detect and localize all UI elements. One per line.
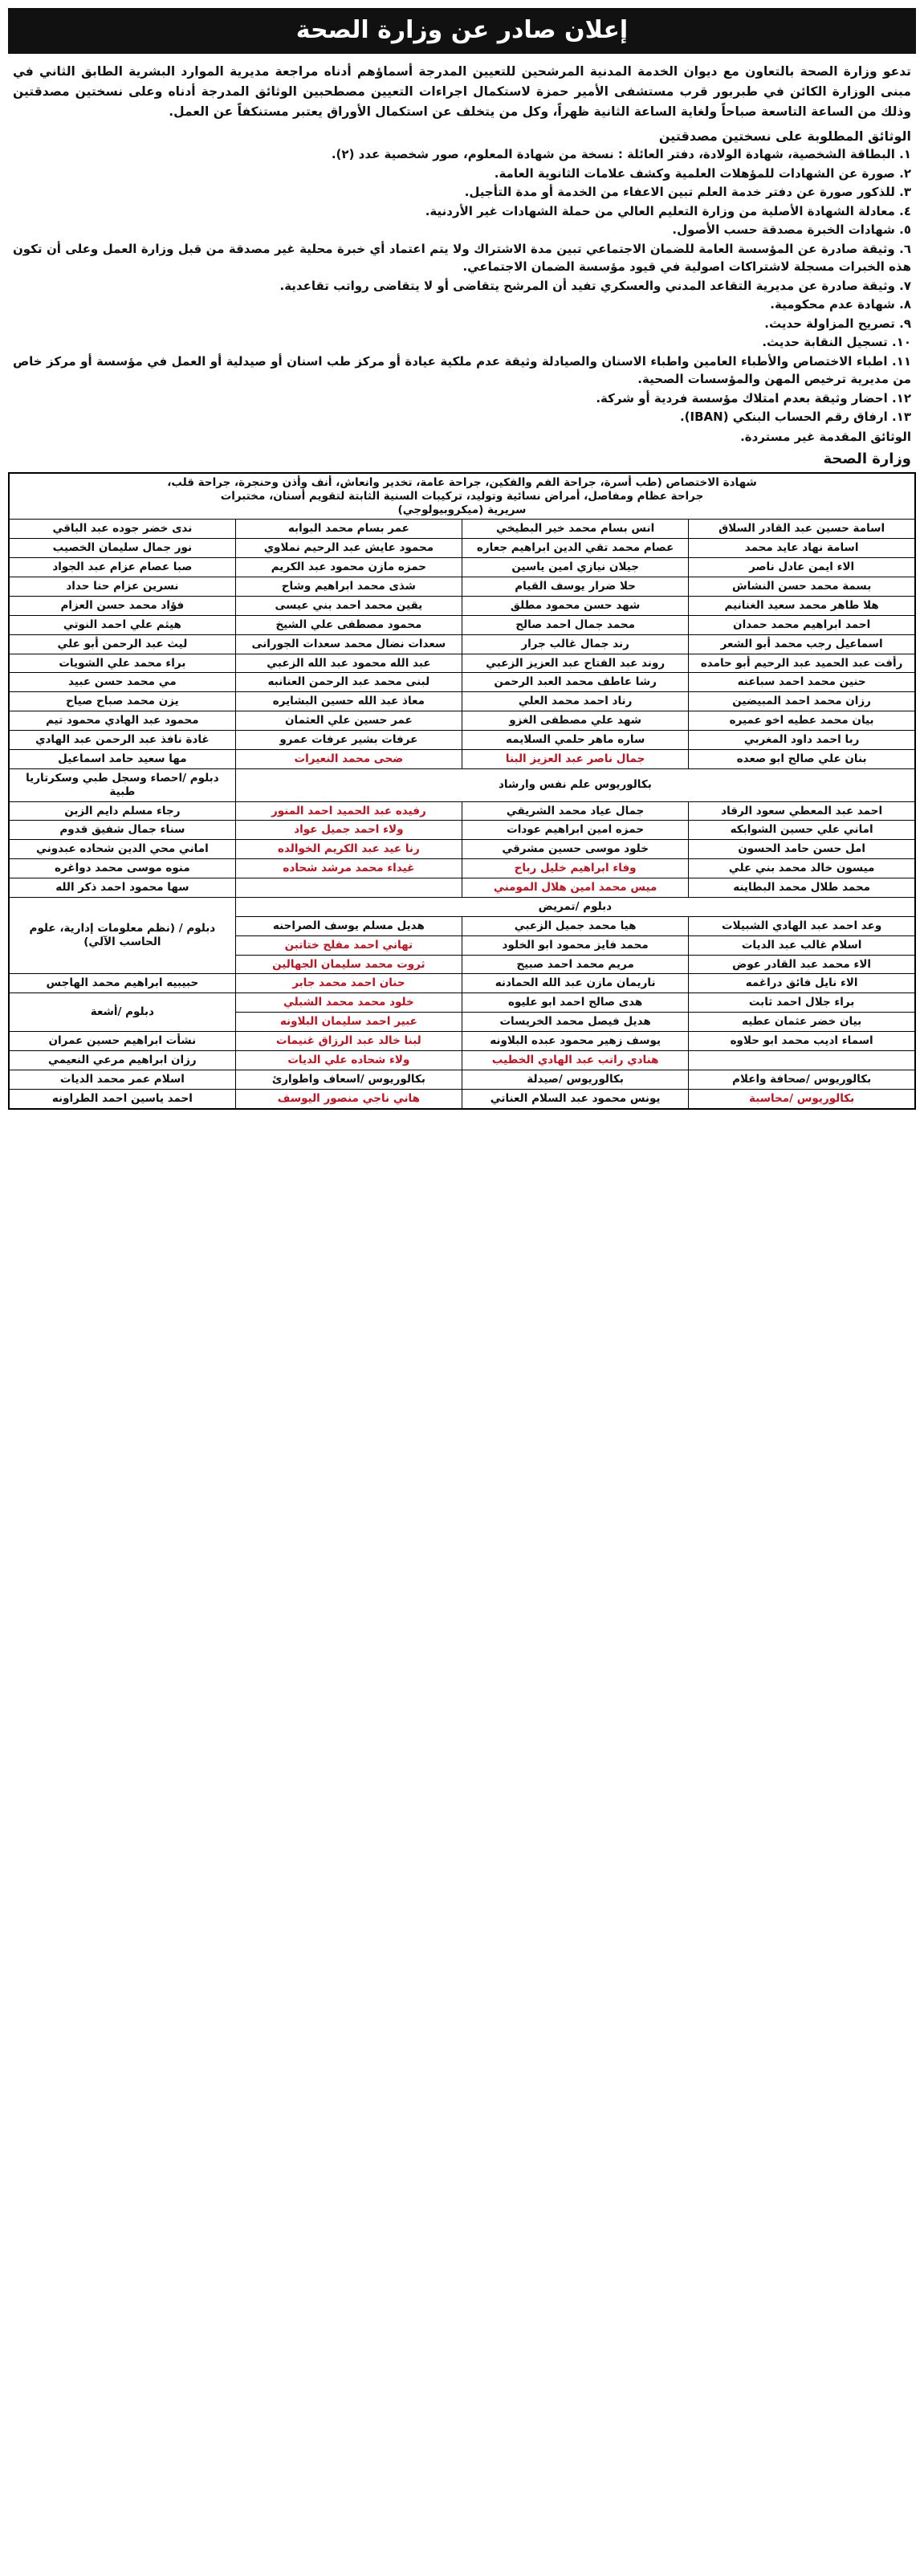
- cell-name: عمر بسام محمد البوابه: [235, 520, 462, 539]
- cell-name: بيان محمد عطيه اخو عميره: [689, 711, 915, 731]
- document-item: ١١. اطباء الاختصاص والأطباء العامين واطباء الاسنان والصيادلة وثيقة عدم ملكية عيادة أو مركز طب اسنان أو صيدلية أو العمل في مؤسسة أو مركز خاص من مديرية ترخيص المهن والمؤسسات الصحية.: [13, 353, 911, 387]
- cell-name: مي محمد حسن عبيد: [9, 673, 235, 692]
- table-row: [9, 821, 915, 840]
- table-row: [9, 801, 915, 821]
- cell-name: هنادي راتب عبد الهادي الخطيب: [462, 1050, 689, 1070]
- table-row: [9, 692, 915, 711]
- section-diploma-nursing: دبلوم /تمريض: [235, 897, 915, 916]
- table-row: [9, 731, 915, 750]
- document-item: ١٣. ارفاق رقم الحساب البنكي (IBAN).: [679, 410, 911, 425]
- table-row-spec-header: [9, 473, 915, 520]
- cell-name: لبنى محمد عبد الرحمن العنانبه: [235, 673, 462, 692]
- specialization-header: [9, 473, 915, 520]
- document-item: ٥. شهادات الخبرة مصدقة حسب الأصول.: [672, 222, 911, 238]
- table-row: [9, 1050, 915, 1070]
- cell-name: عبير احمد سليمان البلاونه: [235, 1013, 462, 1032]
- table-row: [9, 558, 915, 577]
- table-row: [9, 673, 915, 692]
- cell-name: نسرين عزام حنا حداد: [9, 577, 235, 597]
- cell-name: خلود موسى حسين مشرقي: [462, 840, 689, 859]
- cell-name: انس بسام محمد خير البطيخي: [462, 520, 689, 539]
- cell-name: احمد عبد المعطي سعود الرقاد: [689, 801, 915, 821]
- cell-name: سعدات نضال محمد سعدات الجورانى: [235, 634, 462, 654]
- cell-name: معاذ عبد الله حسين البشايره: [235, 692, 462, 711]
- section-diploma-xray: دبلوم /أشعة: [9, 993, 235, 1032]
- document-item: ٢. صورة عن الشهادات للمؤهلات العلمية وكشف علامات الثانوية العامة.: [494, 165, 911, 181]
- cell-name: تهاني احمد مفلح ختاتبن: [235, 935, 462, 955]
- spec-line-2: جراحة عظام ومفاصل، أمراض نسائية وتوليد، تركيبات السنية الثابتة لتقويم أسنان، مختبرات: [220, 489, 704, 503]
- cell-name: ضحى محمد النعيرات: [235, 749, 462, 768]
- cell-name: ولاء احمد جميل عواد: [235, 821, 462, 840]
- cell-name: هديل فيصل محمد الخريسات: [462, 1013, 689, 1032]
- document-item: ١٢. احضار وثيقة بعدم امتلاك مؤسسة فردية أو شركة.: [596, 390, 911, 406]
- cell-name: يونس محمود عبد السلام العناتي: [462, 1089, 689, 1108]
- cell-name: اسلام عمر محمد الديات: [9, 1070, 235, 1089]
- cell-name: احمد ياسين احمد الطراونه: [9, 1089, 235, 1108]
- cell-name: هديل مسلم يوسف الصراحنه: [235, 916, 462, 935]
- cell-name: الاء نايل فائق دراغمه: [689, 974, 915, 993]
- cell-name: ليث عبد الرحمن أبو علي: [9, 634, 235, 654]
- cell-name: وعد احمد عبد الهادي الشبيلات: [689, 916, 915, 935]
- page-title: إعلان صادر عن وزارة الصحة: [295, 16, 629, 44]
- cell-name: براء جلال احمد ثابت: [689, 993, 915, 1013]
- cell-name: عمر حسين علي العثمان: [235, 711, 462, 731]
- cell-name: [689, 1050, 915, 1070]
- cell-name: نشأت ابراهيم حسين عمران: [9, 1032, 235, 1051]
- table-row-section: [9, 1089, 915, 1108]
- document-item: ٤. معادلة الشهادة الأصلية من وزارة التعليم العالي من حملة الشهادات غير الأردنية.: [425, 203, 911, 218]
- document-item: ١٠. تسجيل النقابة حديث.: [762, 335, 911, 350]
- cell-name: رجاء مسلم دايم الزبن: [9, 801, 235, 821]
- section-diploma-admin: دبلوم / (نظم معلومات إدارية، علوم الحاسب الآلي): [9, 897, 235, 974]
- section-bachelor-accounting: بكالوريوس /محاسبة: [689, 1089, 915, 1108]
- cell-name: ناريمان مازن عبد الله الحمادنه: [462, 974, 689, 993]
- intro-paragraph: [8, 62, 916, 125]
- cell-name: محمد طلال محمد البطاينه: [689, 878, 915, 898]
- cell-name: حمزه امين ابراهيم عودات: [462, 821, 689, 840]
- cell-name: ميسون خالد محمد بني علي: [689, 859, 915, 878]
- document-item: ٧. وثيقة صادرة عن مديرية التقاعد المدني والعسكري تفيد أن المرشح يتقاضى أو لا يتقاضى رواتب تقاعدية.: [279, 278, 911, 293]
- cell-name: خلود محمد محمد الشبلي: [235, 993, 462, 1013]
- cell-name: محمود عبد الهادي محمود تيم: [9, 711, 235, 731]
- cell-name: اسماء اديب محمد ابو حلاوه: [689, 1032, 915, 1051]
- table-row: [9, 1032, 915, 1051]
- cell-name: اسماعيل رجب محمد أبو الشعر: [689, 634, 915, 654]
- cell-name: اسلام غالب عبد الديات: [689, 935, 915, 955]
- cell-name: رأفت عبد الحميد عبد الرحيم أبو حامده: [689, 654, 915, 673]
- table-row: [9, 615, 915, 634]
- cell-name: رفيده عبد الحميد احمد المنور: [235, 801, 462, 821]
- spec-line-1: شهادة الاختصاص (طب أسرة، جراحة الفم والفكين، جراحة عامة، تخدير وانعاش، أنف وأذن وحنجرة، جراحة قلب،: [167, 475, 757, 489]
- table-row-section: [9, 768, 915, 801]
- table-row: [9, 577, 915, 597]
- table-row: [9, 711, 915, 731]
- cell-name: جمال عياد محمد الشريقي: [462, 801, 689, 821]
- cell-name: صبا عصام عزام عبد الجواد: [9, 558, 235, 577]
- table-row: [9, 993, 915, 1013]
- cell-name: مها سعيد حامد اسماعيل: [9, 749, 235, 768]
- cell-name: براء محمد علي الشويات: [9, 654, 235, 673]
- documents-heading: الوثائق المطلوبة على نسختين مصدقتين: [658, 128, 911, 145]
- cell-name: حنان احمد محمد جابر: [235, 974, 462, 993]
- cell-name: بنان علي صالح ابو صعده: [689, 749, 915, 768]
- cell-name: شهد حسن محمود مطلق: [462, 596, 689, 615]
- cell-name: بيان خضر عثمان عطيه: [689, 1013, 915, 1032]
- cell-name: روند عبد الفتاح عبد العزيز الزعبي: [462, 654, 689, 673]
- section-bachelor-nursing: بكالوريوس علم نفس وارشاد: [235, 768, 915, 801]
- cell-name: هاني ناجي منصور اليوسف: [235, 1089, 462, 1108]
- cell-name: رند جمال غالب جرار: [462, 634, 689, 654]
- section-bachelor-media: بكالوريوس /صحافة واعلام: [689, 1070, 915, 1089]
- cell-name: غيداء محمد مرشد شحاده: [235, 859, 462, 878]
- cell-name: اماني علي حسين الشوابكه: [689, 821, 915, 840]
- table-row: [9, 654, 915, 673]
- intro-text: تدعو وزارة الصحة بالتعاون مع ديوان الخدمة المدنية المرشحين للتعيين المدرجة أسماؤهم أدناه مراجعة مديرية الموارد البشرية الطابق الثاني في مبنى الوزارة الكائن في طبربور قرب مستشفى الأمير حمزة لاستكمال اجراءات التعيين مصطحبين الوثائق المدرجة أدناه وعلى نسختين مصدقتين وذلك من الساعة التاسعة صباحاً ولغاية الساعة الثانية ظهراً، وكل من يتخلف عن استكمال الأوراق يعتبر مستنكفاً عن العمل.: [13, 64, 911, 120]
- cell-name: بكالوريوس /صيدلة: [462, 1070, 689, 1089]
- cell-name: اماني محي الدين شحاده عبدوني: [9, 840, 235, 859]
- document-item: ٣. للذكور صورة عن دفتر خدمة العلم تبين الاعفاء من الخدمة أو مدة التأجيل.: [464, 185, 911, 200]
- cell-name: اسامة نهاد عايد محمد: [689, 539, 915, 558]
- table-row: [9, 749, 915, 768]
- spec-line-3: سريرية (ميكروبيولوجي): [397, 503, 527, 516]
- cell-name: عرفات بشير عرفات عمرو: [235, 731, 462, 750]
- cell-name: بسمة محمد حسن النشاش: [689, 577, 915, 597]
- cell-name: رشا عاطف محمد العبد الرحمن: [462, 673, 689, 692]
- table-row: [9, 859, 915, 878]
- cell-name: يزن محمد صباح صياح: [9, 692, 235, 711]
- cell-name: ربا احمد داود المغربي: [689, 731, 915, 750]
- cell-name: فؤاد محمد حسن العزام: [9, 596, 235, 615]
- cell-name: يوسف زهير محمود عبده البلاونه: [462, 1032, 689, 1051]
- cell-name: هدى صالح احمد ابو عليوه: [462, 993, 689, 1013]
- cell-name: هيثم علي احمد النوتي: [9, 615, 235, 634]
- cell-name: حلا ضرار يوسف القيام: [462, 577, 689, 597]
- page-title-bar: [8, 8, 916, 54]
- cell-name: جيلان نيازي امين ياسين: [462, 558, 689, 577]
- cell-name: سها محمود احمد ذكر الله: [9, 878, 235, 898]
- section-diploma-secretary: دبلوم /احصاء وسجل طبي وسكرتاريا طبية: [9, 768, 235, 801]
- table-row: [9, 840, 915, 859]
- cell-name: منوه موسى محمد دواغره: [9, 859, 235, 878]
- candidates-table: [8, 472, 916, 1110]
- cell-name: رنا عيد عبد الكريم الخوالده: [235, 840, 462, 859]
- cell-empty: [235, 878, 462, 898]
- cell-name: احمد ابراهيم محمد حمدان: [689, 615, 915, 634]
- table-row-section: [9, 1070, 915, 1089]
- table-row-section: [9, 897, 915, 916]
- cell-name: رزان محمد احمد المبيضين: [689, 692, 915, 711]
- cell-name: غادة نافذ عبد الرحمن عبد الهادي: [9, 731, 235, 750]
- cell-name: سناء جمال شفيق قدوم: [9, 821, 235, 840]
- cell-name: مريم محمد احمد صبيح: [462, 955, 689, 974]
- table-row: [9, 878, 915, 898]
- cell-name: رناد احمد محمد العلي: [462, 692, 689, 711]
- cell-name: محمود مصطفى علي الشيخ: [235, 615, 462, 634]
- cell-name: محمود عايش عبد الرحيم نملاوي: [235, 539, 462, 558]
- table-row: [9, 520, 915, 539]
- cell-name: محمد فايز محمود ابو الخلود: [462, 935, 689, 955]
- cell-name: حنين محمد احمد سباعنه: [689, 673, 915, 692]
- cell-name: هيا محمد جميل الزعبي: [462, 916, 689, 935]
- document-item: ١. البطاقة الشخصية، شهادة الولادة، دفتر العائلة : نسخة من شهادة المعلوم، صور شخصية عدد (٢).: [331, 147, 911, 162]
- cell-name: لبنا خالد عبد الرزاق غنيمات: [235, 1032, 462, 1051]
- document-item: ٩. تصريح المزاولة حديث.: [764, 316, 911, 331]
- cell-name: عبد الله محمود عبد الله الزعبي: [235, 654, 462, 673]
- documents-list: [13, 145, 911, 426]
- cell-name: جمال ناصر عبد العزيز البنا: [462, 749, 689, 768]
- documents-footnote: الوثائق المقدمة غير مستردة.: [740, 429, 911, 444]
- cell-name: الاء محمد عبد القادر عوض: [689, 955, 915, 974]
- table-row: [9, 974, 915, 993]
- cell-name: نور جمال سليمان الخصيب: [9, 539, 235, 558]
- cell-name: حمزه مازن محمود عبد الكريم: [235, 558, 462, 577]
- cell-name: حبيبيه ابراهيم محمد الهاجس: [9, 974, 235, 993]
- cell-name: اسامة حسين عبد القادر السلاق: [689, 520, 915, 539]
- cell-name: شهد علي مصطفى الغزو: [462, 711, 689, 731]
- announcement-page: [0, 0, 924, 1121]
- cell-name: عصام محمد تقي الدين ابراهيم جعاره: [462, 539, 689, 558]
- table-row: [9, 634, 915, 654]
- cell-name: امل حسن حامد الحسون: [689, 840, 915, 859]
- ministry-label: وزارة الصحة: [823, 450, 911, 467]
- cell-name: هلا طاهر محمد سعيد الغنانيم: [689, 596, 915, 615]
- cell-name: ميس محمد امين هلال المومني: [462, 878, 689, 898]
- cell-name: رزان ابراهيم مرعي النعيمي: [9, 1050, 235, 1070]
- table-row: [9, 596, 915, 615]
- cell-name: ثروت محمد سليمان الجهالين: [235, 955, 462, 974]
- cell-name: يقين محمد احمد بني عيسى: [235, 596, 462, 615]
- cell-name: شذى محمد ابراهيم وشاح: [235, 577, 462, 597]
- cell-name: ولاء شحاده علي الديات: [235, 1050, 462, 1070]
- cell-name: ندى خضر جوده عبد الباقي: [9, 520, 235, 539]
- document-item: ٨. شهادة عدم محكومية.: [770, 297, 911, 312]
- document-item: ٦. وثيقة صادرة عن المؤسسة العامة للضمان الاجتماعي تبين مدة الاشتراك ولا يتم اعتماد أي خبرة محلية غير مصدقة من قبل وزارة العمل وعلى أن تكون هذه الخبرات مسجلة لاشتراكات اصولية في قيود مؤسسة الضمان الاجتماعي.: [13, 241, 911, 275]
- cell-name: وفاء ابراهيم خليل رباح: [462, 859, 689, 878]
- table-row: [9, 539, 915, 558]
- cell-name: ساره ماهر حلمي السلايمه: [462, 731, 689, 750]
- cell-name: الاء ايمن عادل ناصر: [689, 558, 915, 577]
- cell-name: بكالوريوس /اسعاف واطوارئ: [235, 1070, 462, 1089]
- cell-name: محمد جمال احمد صالح: [462, 615, 689, 634]
